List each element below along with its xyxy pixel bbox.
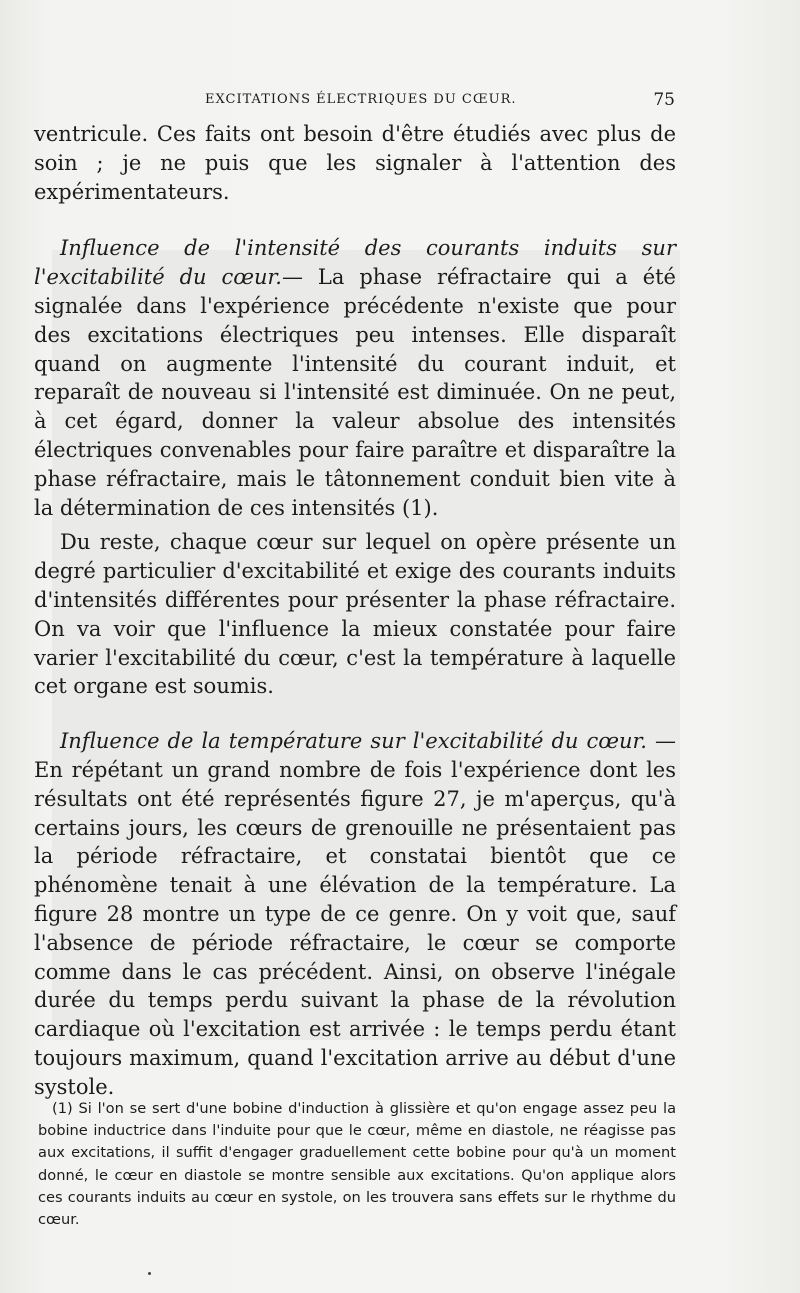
section-title-temperature: Influence de la température sur l'excitabilité du cœur.: [60, 729, 647, 754]
paragraph-temperature: [34, 727, 676, 1101]
main-text: [34, 120, 676, 1102]
paragraph-intensity-text: — La phase réfractaire qui a été signalée dans l'expérience précédente n'existe que pour des excitations électriques peu intenses. Elle disparaît quand on augmente l'intensité du courant induit, et reparaît de nouveau si l'intensité est diminuée. On ne peut, à cet égard, donner la valeur absolue des intensités électriques convenables pour faire paraître et disparaître la phase réfractaire, mais le tâtonnement conduit bien vite à la détermination de ces intensités (1).: [34, 265, 676, 520]
running-header: [205, 92, 675, 112]
page-number: 75: [653, 90, 675, 110]
print-speck: [148, 1272, 151, 1275]
paragraph-excitability: Du reste, chaque cœur sur lequel on opère présente un degré particulier d'excitabilité et exige des courants induits d'intensités différentes pour présenter la phase réfractaire. On va voir que l'influence la mieux constatée pour faire varier l'excitabilité du cœur, c'est la température à laquelle cet organe est soumis.: [34, 530, 676, 699]
section-title-intensity: Influence de l'intensité des courants induits sur l'excitabilité du cœur.: [34, 236, 676, 290]
running-title: EXCITATIONS ÉLECTRIQUES DU CŒUR.: [205, 92, 517, 107]
footnote: [38, 1098, 676, 1231]
footnote-marker: (1): [52, 1100, 73, 1117]
paragraph-temperature-text: — En répétant un grand nombre de fois l'expérience dont les résultats ont été représentés figure 27, je m'aperçus, qu'à certains jours, les cœurs de grenouille ne présentaient pas la période réfractaire, et constatai bientôt que ce phénomène tenait à une élévation de la température. La figure 28 montre un type de ce genre. On y voit que, sauf l'absence de période réfractaire, le cœur se comporte comme dans le cas précédent. Ainsi, on observe l'inégale durée du temps perdu suivant la phase de la révolution cardiaque où l'excitation est arrivée : le temps perdu étant toujours maximum, quand l'excitation arrive au début d'une systole.: [34, 729, 676, 1099]
footnote-text: Si l'on se sert d'une bobine d'induction à glissière et qu'on engage assez peu la bobine inductrice dans l'induite pour que le cœur, même en diastole, ne réagisse pas aux excitations, il suffit d'engager graduellement cette bobine pour qu'à un moment donné, le cœur en diastole se montre sensible aux excitations. Qu'on applique alors ces courants induits au cœur en systole, on les trouvera sans effets sur le rhythme du cœur.: [38, 1100, 677, 1229]
paragraph-continuation: ventricule. Ces faits ont besoin d'être étudiés avec plus de soin ; je ne puis que les signaler à l'attention des expérimentateurs.: [34, 122, 676, 204]
paragraph-intensity: [34, 234, 676, 522]
